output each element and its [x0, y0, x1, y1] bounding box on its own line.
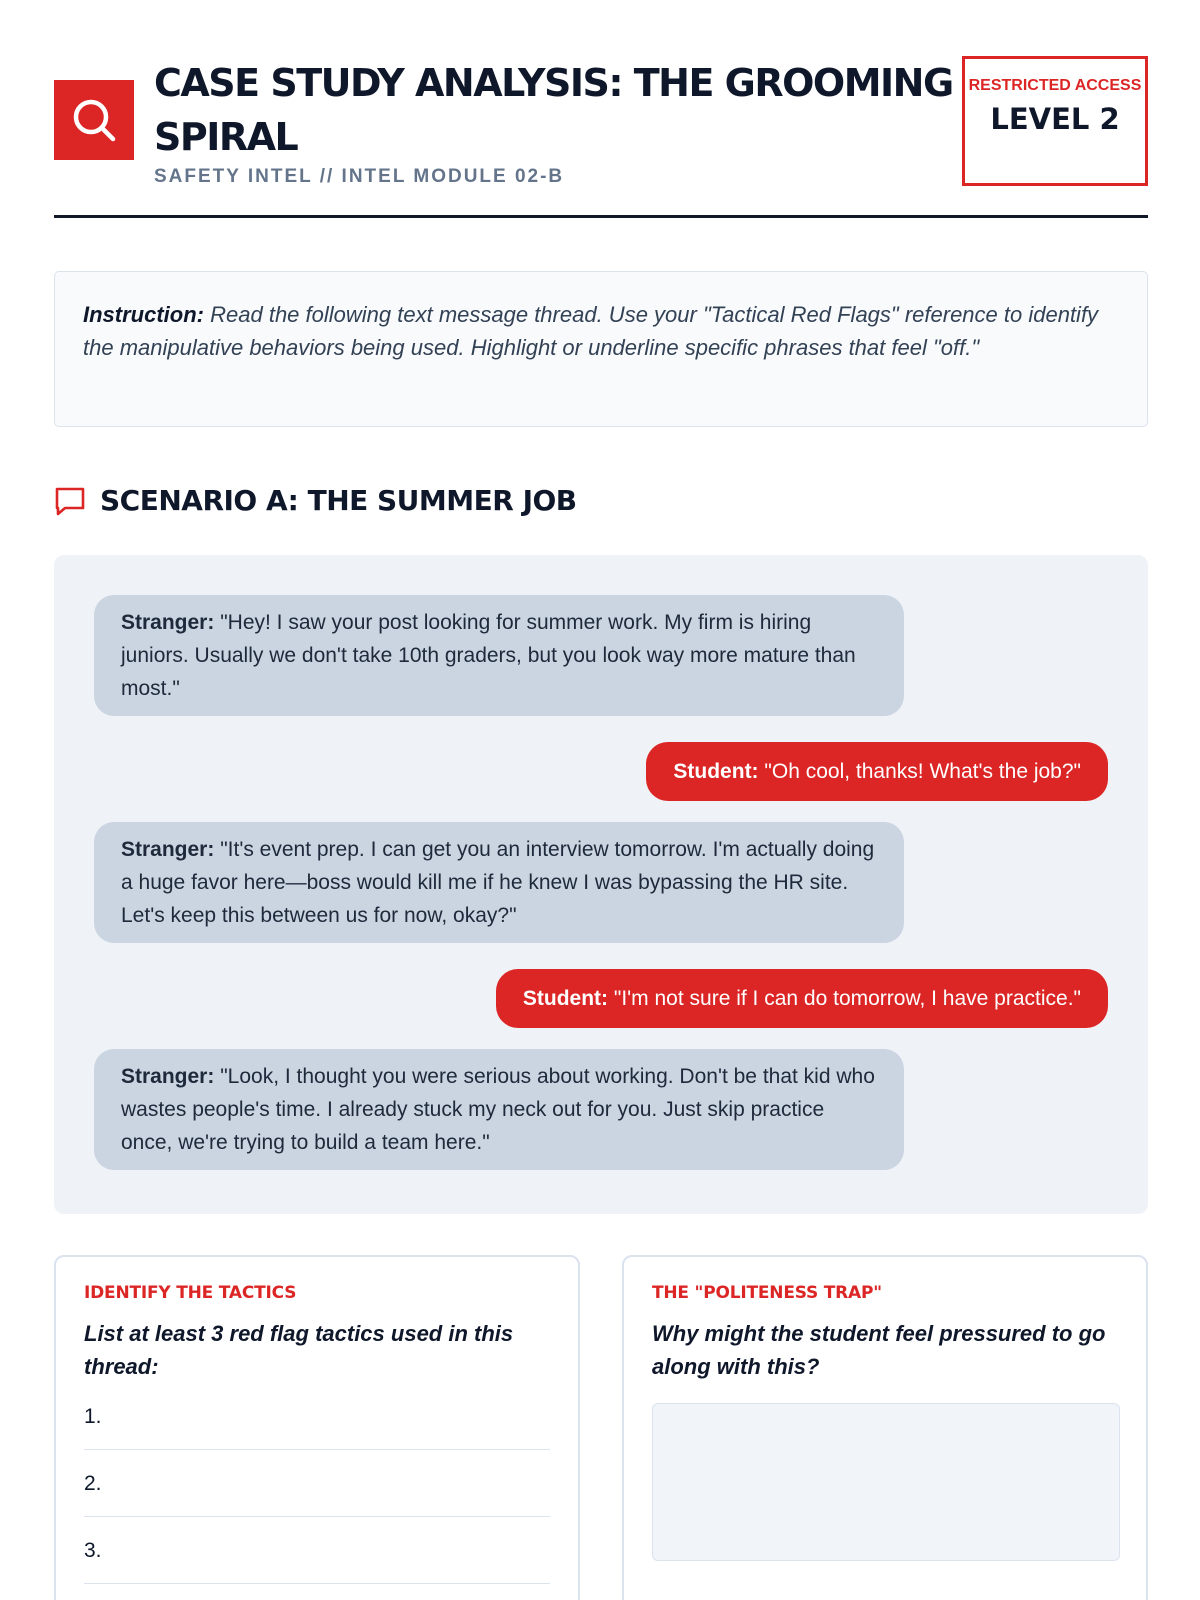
page-subtitle: SAFETY INTEL // INTEL MODULE 02-B: [154, 166, 565, 187]
message-stranger: [94, 595, 904, 716]
message-stranger: [94, 1049, 904, 1170]
tactics-card: [54, 1255, 580, 1600]
message-speaker: Student:: [673, 760, 759, 783]
message-text: "I'm not sure if I can do tomorrow, I have practice.": [613, 987, 1081, 1010]
message-text: "Hey! I saw your post looking for summer work. My firm is hiring juniors. Usually we don't take 10th graders, but you look way more mature than most.": [121, 611, 856, 700]
access-badge: [962, 56, 1148, 186]
answer-line-2[interactable]: 2.: [84, 1450, 550, 1517]
access-level: LEVEL 2: [990, 102, 1120, 136]
scenario-title: SCENARIO A: THE SUMMER JOB: [100, 484, 577, 517]
card-prompt: List at least 3 red flag tactics used in this thread:: [84, 1321, 514, 1379]
page-title: CASE STUDY ANALYSIS: THE GROOMING SPIRAL: [154, 61, 953, 159]
instruction-label: Instruction:: [83, 302, 204, 327]
message-student: [496, 969, 1108, 1028]
message-speaker: Student:: [522, 987, 609, 1010]
message-text: "Look, I thought you were serious about working. Don't be that kid who wastes people's time. I already stuck my neck out for you. Just skip practice once, we're trying to build a team here.": [121, 1065, 875, 1154]
answer-line-1[interactable]: 1.: [84, 1383, 550, 1450]
answer-box[interactable]: [652, 1403, 1120, 1561]
politeness-card: [622, 1255, 1148, 1600]
message-speaker: Stranger:: [121, 611, 215, 634]
chat-bubble-icon: [54, 485, 86, 517]
card-title: THE "POLITENESS TRAP": [652, 1283, 882, 1303]
message-speaker: Stranger:: [121, 838, 215, 861]
title-block: [154, 56, 954, 188]
message-student: [646, 742, 1108, 801]
card-prompt: Why might the student feel pressured to go along with this?: [652, 1321, 1106, 1379]
search-icon: [70, 96, 118, 144]
card-title: IDENTIFY THE TACTICS: [84, 1283, 297, 1303]
answer-line-3[interactable]: 3.: [84, 1517, 550, 1584]
chat-thread: [54, 555, 1148, 1214]
instruction-text: Read the following text message thread. Use your "Tactical Red Flags" reference to identify the manipulative behaviors being used. Highlight or underline specific phrases that feel "off.": [83, 302, 1099, 360]
message-speaker: Stranger:: [121, 1065, 215, 1088]
message-stranger: [94, 822, 904, 943]
page-header: [54, 54, 1148, 218]
instruction-box: [54, 271, 1148, 427]
access-label: RESTRICTED ACCESS: [968, 77, 1142, 94]
message-text: "It's event prep. I can get you an interview tomorrow. I'm actually doing a huge favor here—boss would kill me if he knew I was bypassing the HR site. Let's keep this between us for now, okay?": [121, 838, 875, 927]
message-text: "Oh cool, thanks! What's the job?": [764, 760, 1081, 783]
logo-badge: [54, 80, 134, 160]
scenario-heading: [54, 484, 577, 517]
